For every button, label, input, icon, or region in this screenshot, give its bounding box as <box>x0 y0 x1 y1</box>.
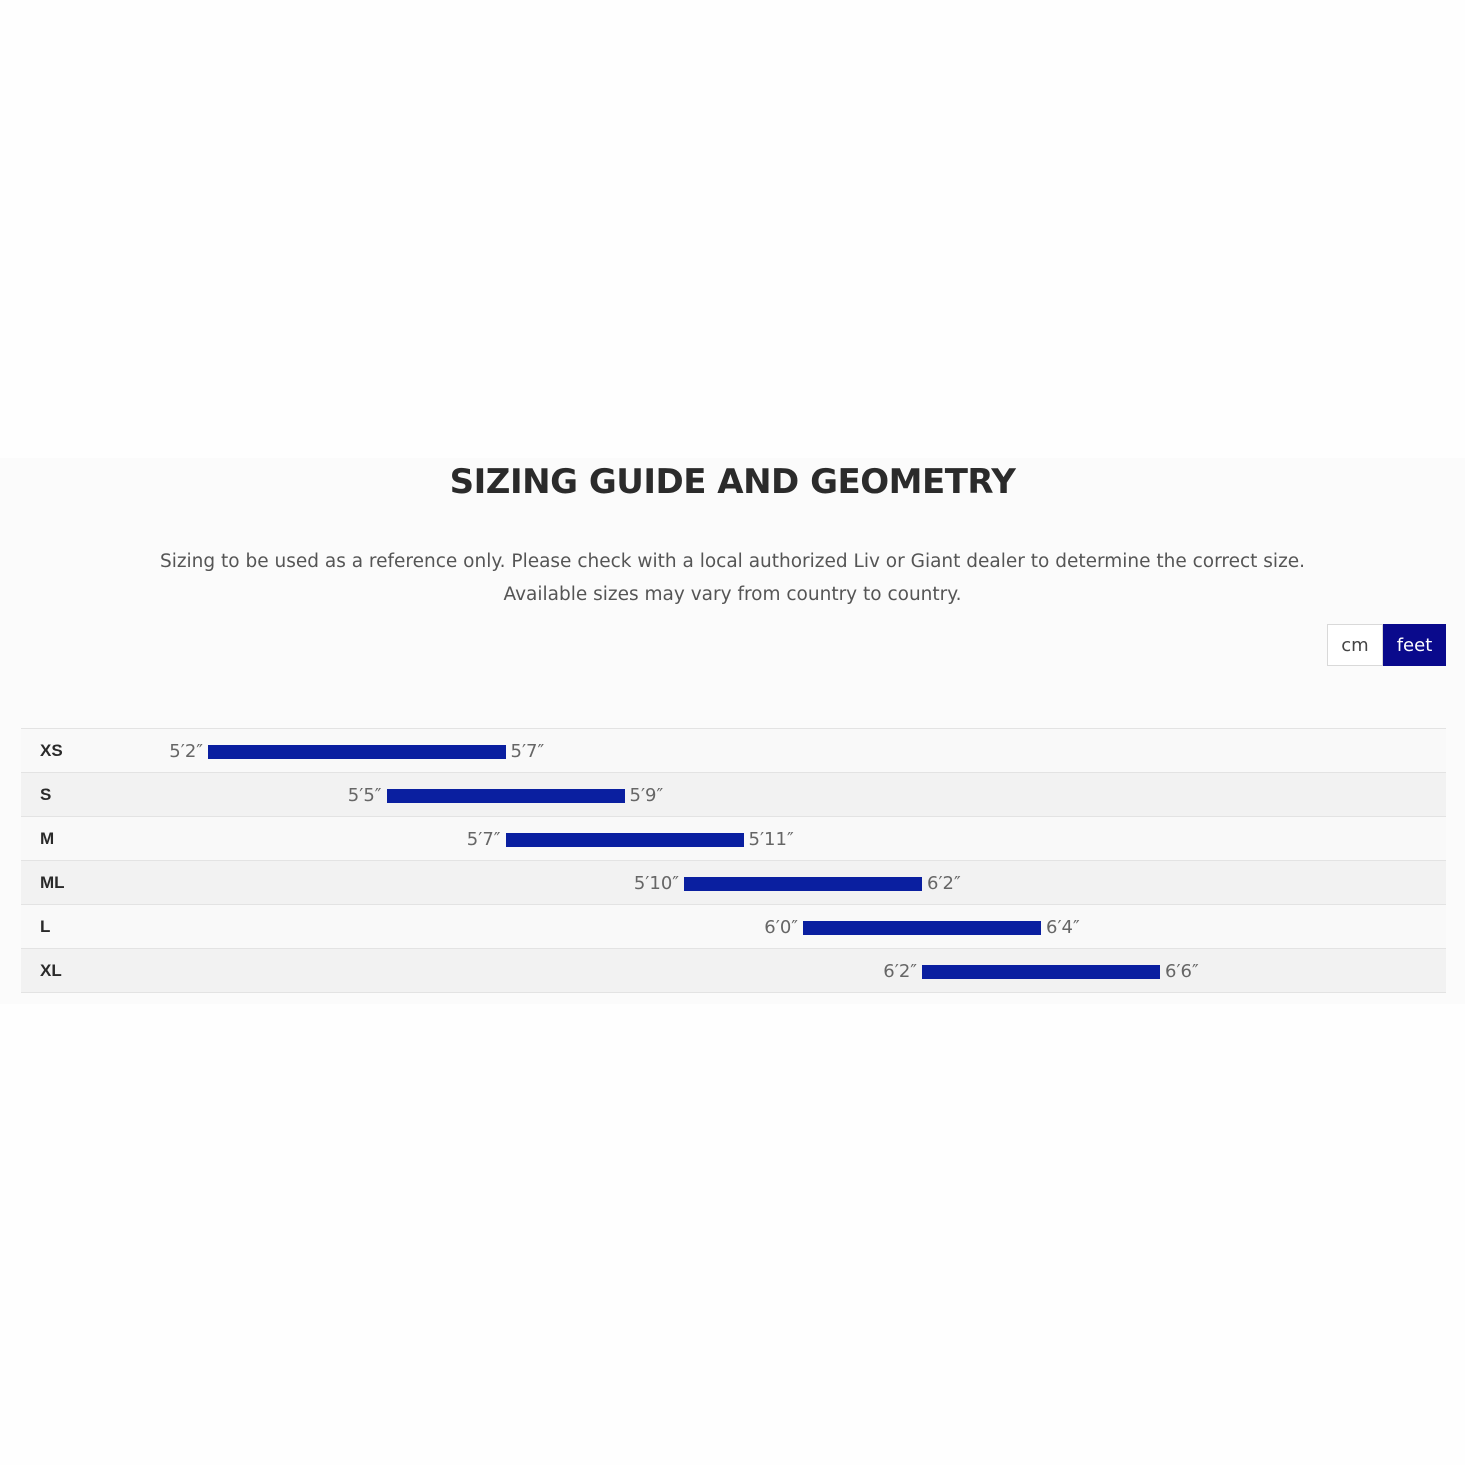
height-range-bar <box>387 789 625 803</box>
height-max-label: 5′11″ <box>748 829 794 850</box>
height-max-label: 6′6″ <box>1165 961 1199 982</box>
height-range-bar <box>922 965 1160 979</box>
unit-feet-button[interactable]: feet <box>1383 624 1446 666</box>
sizing-disclaimer: Sizing to be used as a reference only. Please check with a local authorized Liv or Giant dealer to determine the correct size. <box>159 551 1306 572</box>
size-label: XS <box>40 741 63 760</box>
height-max-label: 6′4″ <box>1046 917 1080 938</box>
availability-note: Available sizes may vary from country to country. <box>503 584 962 605</box>
height-min-label: 5′5″ <box>347 785 382 806</box>
height-max-label: 5′9″ <box>629 785 664 806</box>
height-min-label: 6′2″ <box>883 961 917 982</box>
height-range-bar <box>208 745 506 759</box>
unit-toggle <box>1327 624 1446 666</box>
size-row-ml <box>21 861 1446 905</box>
size-row-xs <box>21 729 1446 773</box>
size-row-s <box>21 773 1446 817</box>
size-label: M <box>40 829 55 848</box>
size-label: XL <box>40 961 62 980</box>
height-min-label: 5′7″ <box>466 829 501 850</box>
height-max-label: 6′2″ <box>927 873 961 894</box>
height-range-bar <box>684 877 922 891</box>
size-label: L <box>40 917 51 936</box>
height-max-label: 5′7″ <box>510 741 545 762</box>
size-table <box>21 728 1446 993</box>
size-label: ML <box>40 873 65 892</box>
height-min-label: 5′10″ <box>633 873 679 894</box>
height-range-bar <box>803 921 1041 935</box>
size-row-l <box>21 905 1446 949</box>
height-min-label: 5′2″ <box>169 741 203 762</box>
size-label: S <box>40 785 52 804</box>
size-row-xl <box>21 949 1446 993</box>
height-range-bar <box>506 833 744 847</box>
size-row-m <box>21 817 1446 861</box>
height-min-label: 6′0″ <box>764 917 798 938</box>
unit-cm-button[interactable]: cm <box>1327 624 1383 666</box>
page-title: SIZING GUIDE AND GEOMETRY <box>449 462 1016 502</box>
